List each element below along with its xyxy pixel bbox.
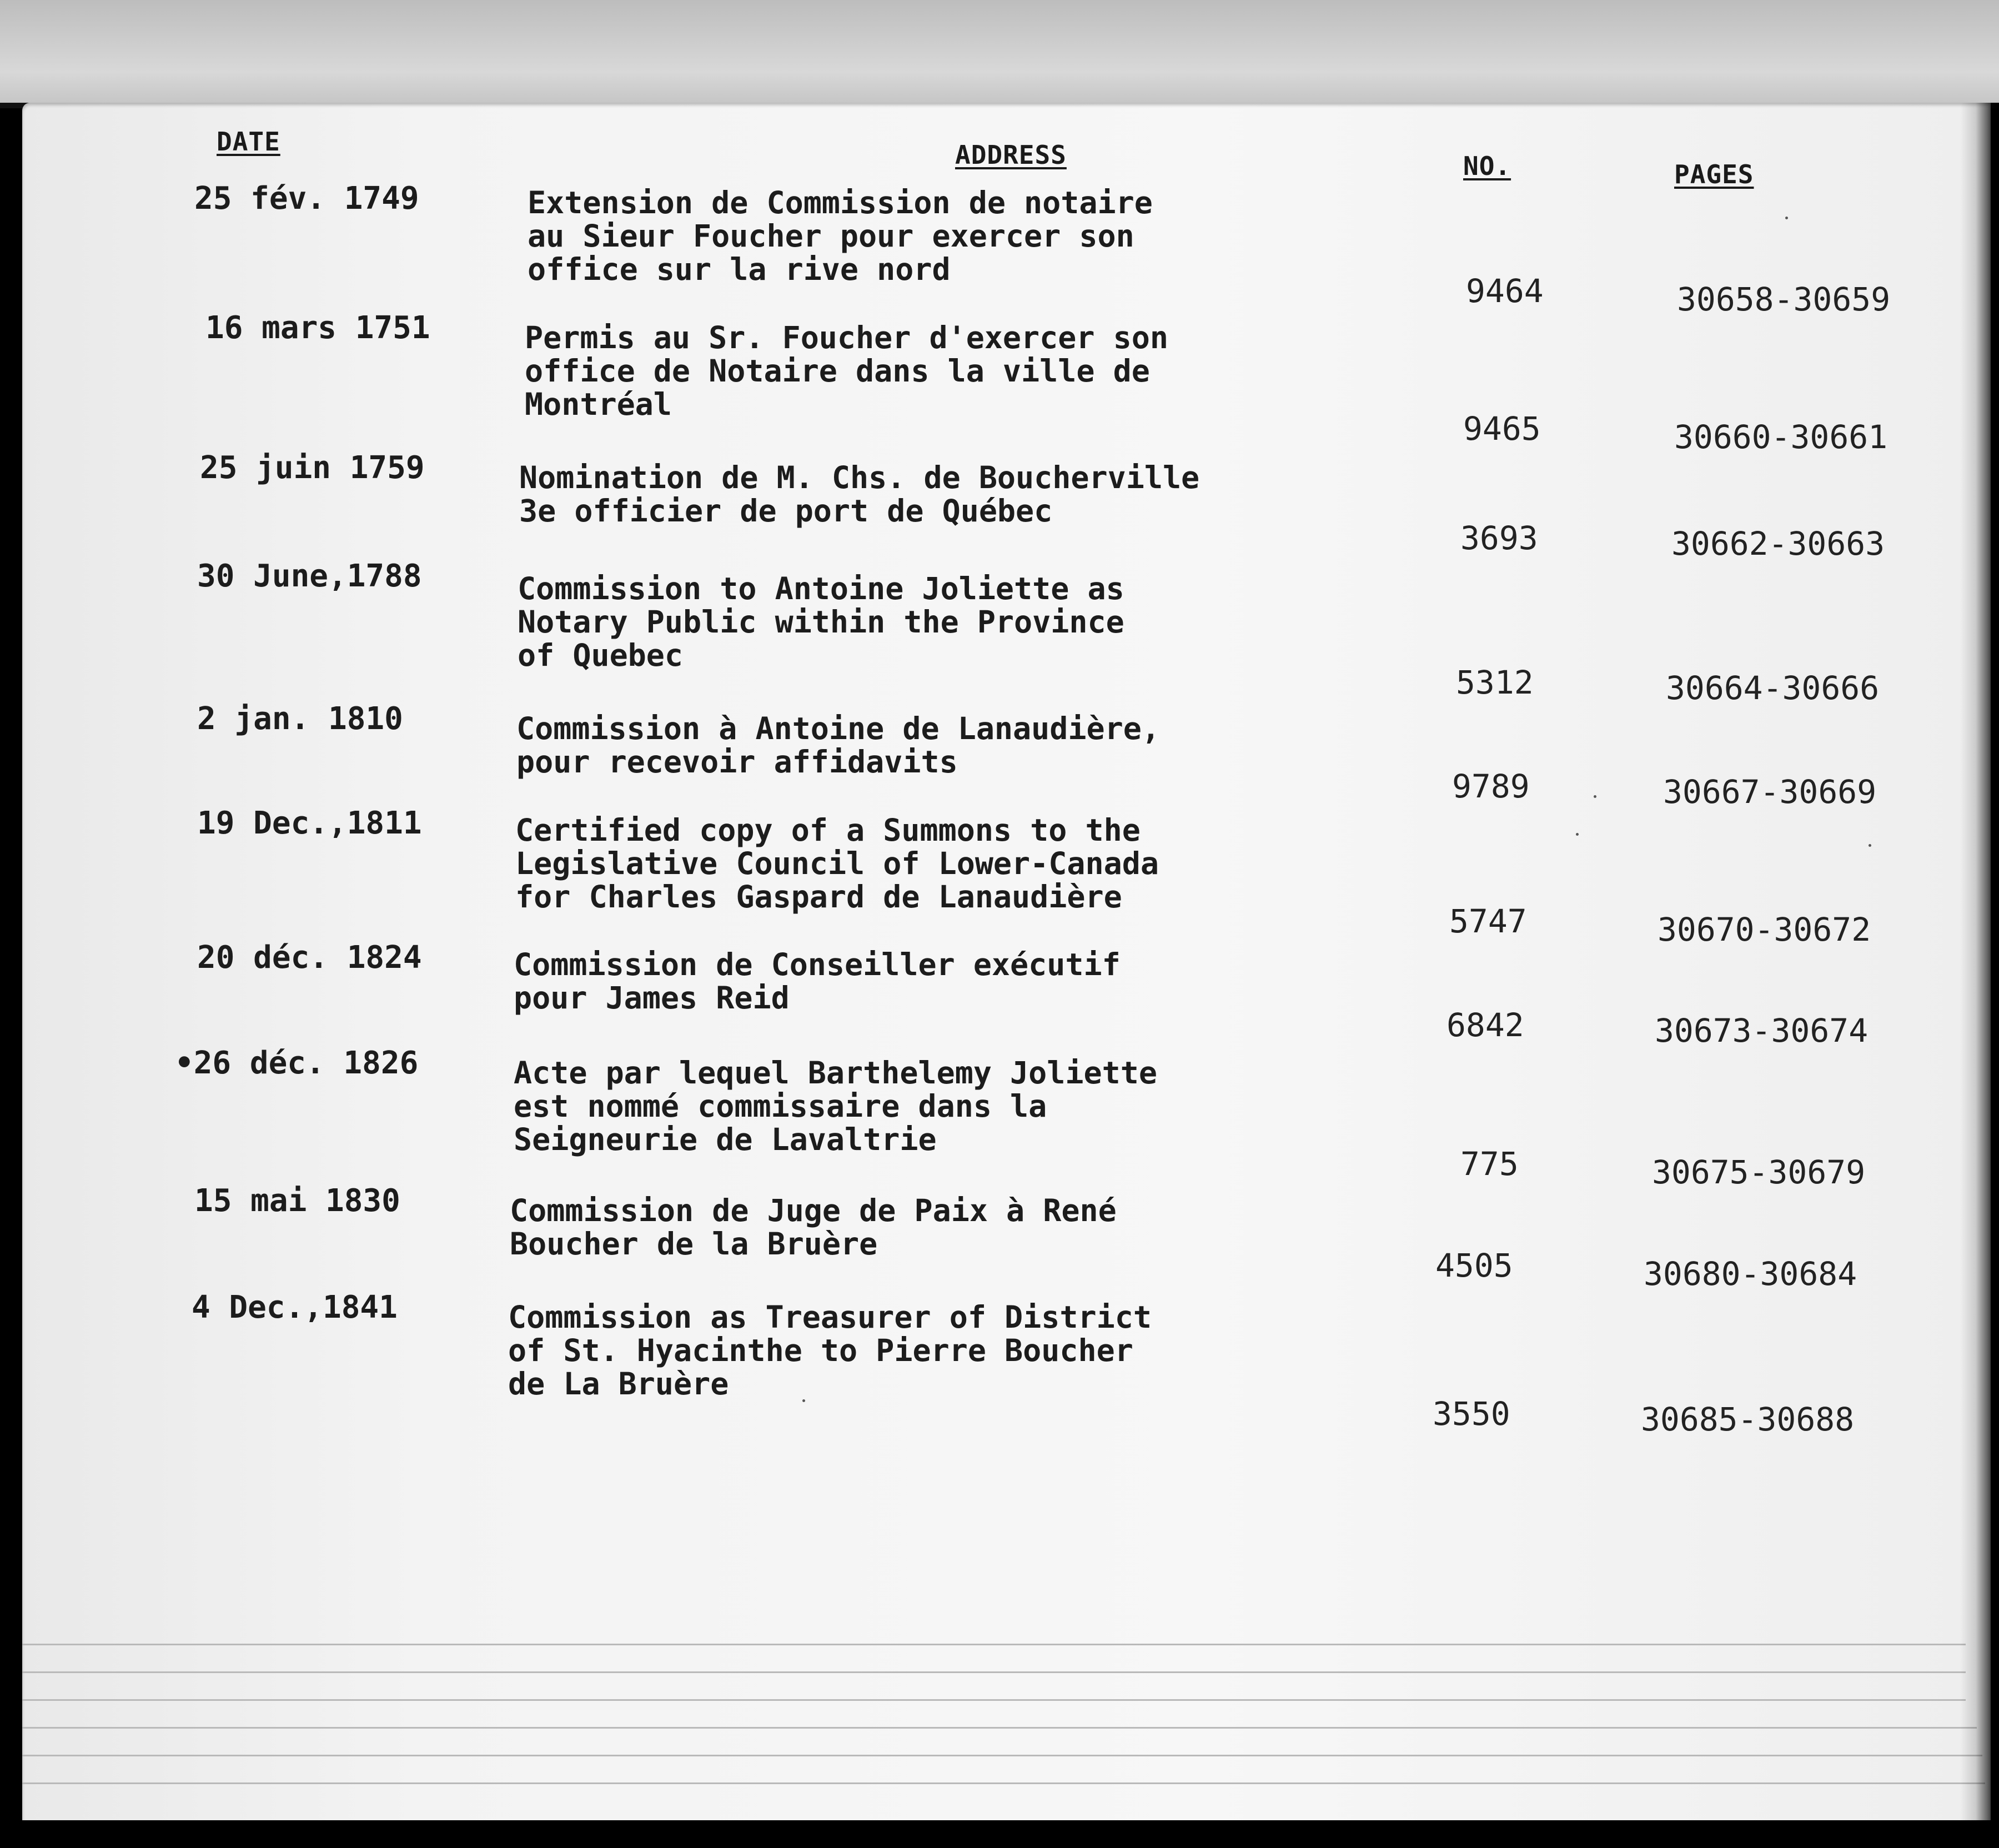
entry-address: Commission à Antoine de Lanaudière, pour recevoir affidavits [516,711,1160,780]
entry-pages: 30664-30666 [1666,669,1880,707]
column-header-address: ADDRESS [955,140,1067,170]
card-stack-edge [22,1727,1977,1729]
underlying-card-edge [0,0,1999,108]
entry-date: 25 juin 1759 [200,450,425,486]
scan-speck [1869,844,1871,847]
entry-date: 16 mars 1751 [205,310,430,346]
entry-pages: 30673-30674 [1655,1012,1869,1049]
entry-pages: 30660-30661 [1674,418,1888,456]
entry-date: •26 déc. 1826 [175,1045,419,1081]
entry-address: Extension de Commission de notaire au Sieur Foucher pour exercer son office sur la rive nord [528,185,1153,287]
entry-pages: 30675-30679 [1652,1153,1866,1191]
card-shadow [0,1820,1999,1848]
entry-number: 9465 [1463,410,1541,448]
column-header-no: NO. [1463,151,1511,181]
card-stack-edge [22,1755,1982,1756]
entry-date: 19 Dec.,1811 [197,805,422,841]
entry-address: Certified copy of a Summons to the Legislative Council of Lower-Canada for Charles Gaspard de Lanaudière [515,812,1159,915]
entry-pages: 30667-30669 [1663,773,1877,811]
entry-number: 9464 [1466,272,1544,310]
entry-date: 30 June,1788 [197,558,422,594]
entry-address: Permis au Sr. Foucher d'exercer son office de Notaire dans la ville de Montréal [525,320,1168,422]
entry-number: 4505 [1435,1247,1513,1284]
entry-number: 5312 [1456,664,1534,701]
entry-address: Acte par lequel Barthelemy Joliette est nommé commissaire dans la Seigneurie de Lavaltrie [514,1055,1157,1157]
scan-speck [1576,833,1579,836]
entry-pages: 30685-30688 [1641,1400,1855,1438]
entry-address: Commission de Conseiller exécutif pour James Reid [514,947,1121,1016]
entry-address: Commission de Juge de Paix à René Boucher de la Bruère [510,1193,1117,1262]
entry-number: 775 [1460,1145,1519,1183]
entry-number: 5747 [1449,902,1527,940]
card-stack-edge [22,1671,1966,1673]
entry-address: Commission to Antoine Joliette as Notary Public within the Province of Quebec [518,571,1124,673]
entry-number: 6842 [1446,1006,1524,1044]
card-stack-edge [22,1644,1966,1645]
entry-address: Nomination de M. Chs. de Boucherville 3e officier de port de Québec [519,460,1200,529]
column-header-pages: PAGES [1674,159,1754,189]
entry-date: 15 mai 1830 [194,1183,400,1219]
entry-date: 4 Dec.,1841 [192,1289,398,1325]
entry-pages: 30680-30684 [1644,1255,1857,1293]
entry-address: Commission as Treasurer of District of St. Hyacinthe to Pierre Boucher de La Bruère [508,1299,1152,1402]
entry-date: 25 fév. 1749 [194,180,419,217]
entry-pages: 30662-30663 [1671,525,1885,563]
entry-date: 20 déc. 1824 [197,940,422,976]
column-header-date: DATE [217,127,280,157]
card-shadow [1960,103,1999,1848]
scan-speck [1594,795,1596,798]
entry-date: 2 jan. 1810 [197,701,403,737]
entry-number: 3693 [1460,519,1538,557]
entry-pages: 30670-30672 [1658,911,1871,948]
entry-pages: 30658-30659 [1677,280,1891,318]
card-stack-edge [22,1782,1985,1784]
scan-speck [1785,217,1788,219]
entry-number: 3550 [1433,1395,1510,1433]
card-stack-edge [22,1699,1966,1701]
scan-speck [802,1399,805,1402]
entry-number: 9789 [1452,767,1530,805]
